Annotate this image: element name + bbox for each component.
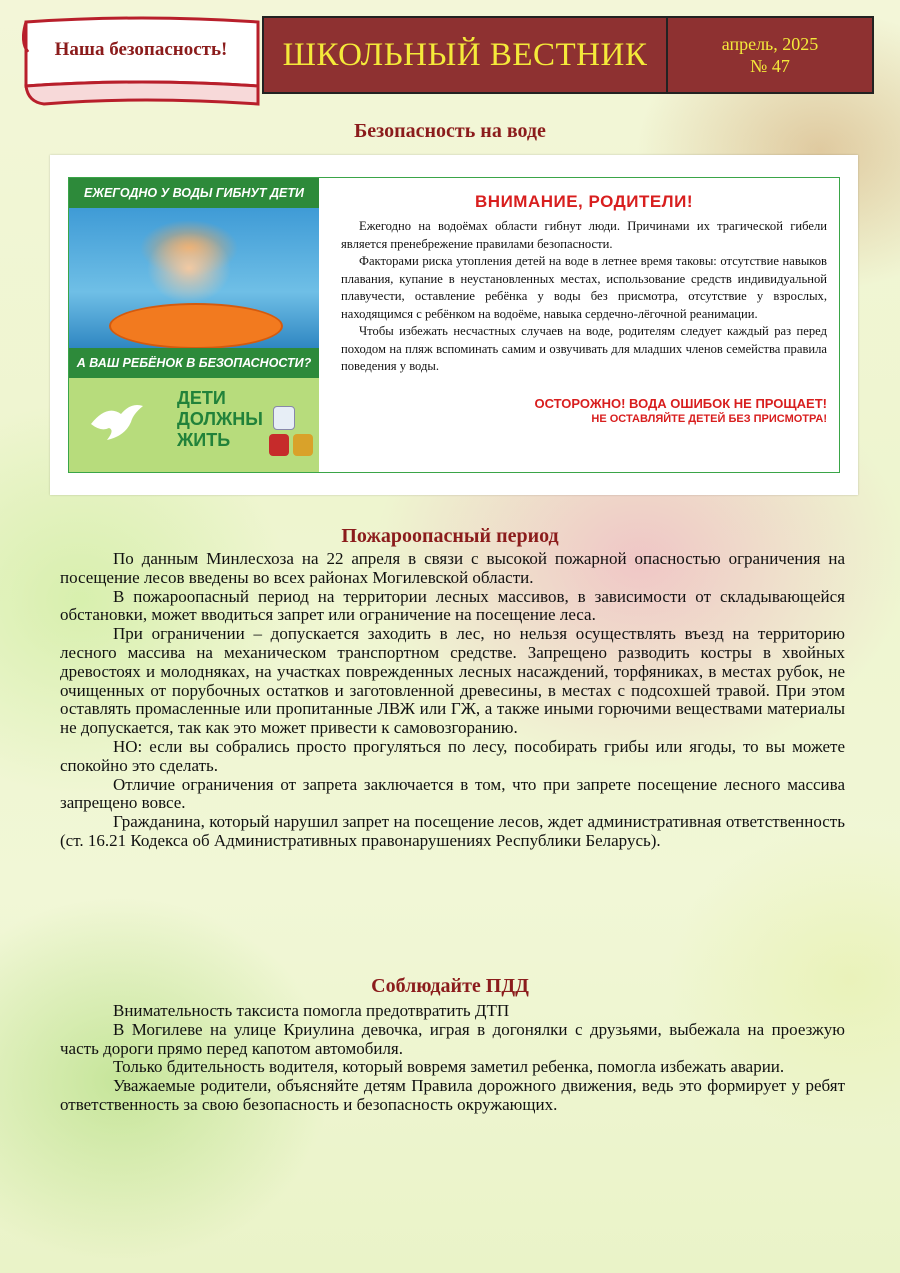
article-paragraph <box>60 1077 845 1115</box>
dove-icon <box>87 400 147 446</box>
poster-warning-sub: НЕ ОСТАВЛЯЙТЕ ДЕТЕЙ БЕЗ ПРИСМОТРА! <box>591 412 827 425</box>
fire-article <box>60 550 845 851</box>
article-paragraph: Отличие ограничения от запрета заключается в том, что при запрете посещение лесного массива запрещено вовсе. <box>60 774 845 813</box>
slogan-line: ДОЛЖНЫ <box>177 409 263 429</box>
paragraph-text: В Могилеве на улице Криулина девочка, играя в догонялки с друзьями, выбежала на проезжую часть дороги прямо перед капотом автомобиля. <box>60 1019 845 1058</box>
poster-slogan <box>177 388 263 451</box>
article-paragraph <box>60 1058 845 1077</box>
newspaper-title: ШКОЛЬНЫЙ ВЕСТНИК <box>262 16 668 94</box>
swim-ring-icon <box>109 303 283 349</box>
water-safety-poster <box>50 155 858 495</box>
emblem-icon <box>273 406 295 430</box>
poster-warning: ОСТОРОЖНО! ВОДА ОШИБОК НЕ ПРОЩАЕТ! <box>534 395 827 411</box>
issue-info <box>668 16 874 94</box>
emblem-icon <box>293 434 313 456</box>
article-paragraph: При ограничении – допускается заходить в лес, но нельзя осуществлять въезд на территорию лесного массива на механическом транспортном средстве. Запрещено разводить костры в хвойных древостоях и молодняках, на участках поврежденных лесных насаждений, торфяниках, в местах рубок, не очищенных от порубочных остатков и заготовленной древесины, в местах с подсохшей травой. При этом оставлять промасленные или пропитанные ЛВЖ или ГЖ, а также иными горючими веществами материалы не допускается, так как это может привести к самовозгоранию. <box>60 624 845 738</box>
poster-left-panel <box>69 178 319 472</box>
emblem-icon <box>269 434 289 456</box>
heading-fire-period: Пожароопасный период <box>341 525 559 547</box>
poster-right-panel <box>327 178 837 472</box>
poster-paragraph: Факторами риска утопления детей на воде в летнее время таковы: отсутствие навыков плавания, купание в неустановленных местах, использование средств индивидуальной плавучести, оставление ребёнка у воды без присмотра, отсутствие у взрослых, находящимся с ребёнком на водоёме, навыка сердечно-лёгочной реанимации. <box>341 254 827 321</box>
slogan-line: ЖИТЬ <box>177 430 231 450</box>
issue-number: № 47 <box>750 56 790 76</box>
poster-paragraph: Ежегодно на водоёмах области гибнут люди. Причинами их трагической гибели является пренебрежение правилами безопасности. <box>341 219 827 251</box>
ribbon-label: Наша безопасность! <box>54 39 228 60</box>
child-swim-ring-image <box>69 208 319 348</box>
slogan-line: ДЕТИ <box>177 388 226 408</box>
paragraph-text: Уважаемые родители, объясняйте детям Правила дорожного движения, ведь это формирует у ребят ответственность за свою безопасность и безопасность окружающих. <box>60 1076 845 1114</box>
issue-date: апрель, 2025 <box>721 34 819 54</box>
article-paragraph <box>60 1021 845 1059</box>
article-paragraph: НО: если вы собрались просто прогуляться по лесу, пособирать грибы или ягоды, то вы можете спокойно это сделать. <box>60 736 845 775</box>
heading-traffic-rules: Соблюдайте ПДД <box>371 975 529 997</box>
article-paragraph: Гражданина, который нарушил запрет на посещение лесов, ждет административная ответственность (ст. 16.21 Кодекса об Административных правонарушениях Республики Беларусь). <box>60 812 845 850</box>
heading-water-safety: Безопасность на воде <box>354 120 546 142</box>
traffic-article <box>60 1002 845 1115</box>
poster-paragraph: Чтобы избежать несчастных случаев на воде, родителям следует каждый раз перед походом на пляж вспоминать самим и озвучивать для младших членов семейства правила поведения у воды. <box>341 324 827 373</box>
poster-title: ВНИМАНИЕ, РОДИТЕЛИ! <box>475 192 693 211</box>
poster-mid-caption: А ВАШ РЕБЁНОК В БЕЗОПАСНОСТИ? <box>69 348 319 378</box>
article-paragraph: В пожароопасный период на территории лесных массивов, в зависимости от складывающейся обстановки, может вводиться запрет или ограничение на посещение леса. <box>60 586 845 625</box>
paragraph-text: Только бдительность водителя, который вовремя заметил ребенка, помогла избежать аварии. <box>113 1057 785 1077</box>
paragraph-text: Внимательность таксиста помогла предотвратить ДТП <box>113 1001 510 1020</box>
article-paragraph: По данным Минлесхоза на 22 апреля в связи с высокой пожарной опасностью ограничения на посещение лесов введены во всех районах Могилевской области. <box>60 549 845 587</box>
poster-top-caption: ЕЖЕГОДНО У ВОДЫ ГИБНУТ ДЕТИ <box>69 178 319 208</box>
poster-bottom-panel <box>69 378 319 472</box>
article-paragraph <box>60 1002 845 1021</box>
